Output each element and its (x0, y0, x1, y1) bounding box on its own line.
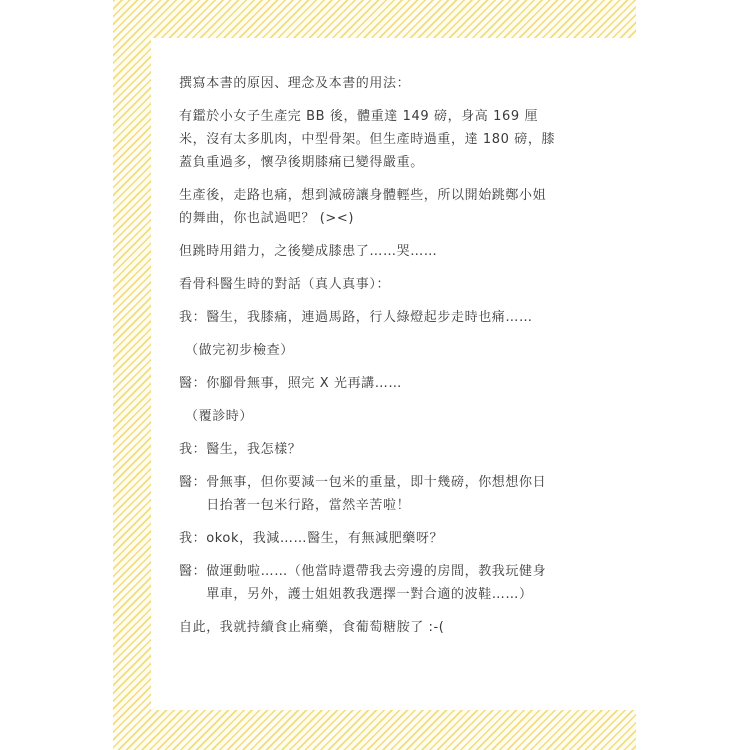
dialogue-text: 做運動啦……（他當時還帶我去旁邊的房間，教我玩健身單車，另外，護士姐姐教我選擇一對合適的波鞋……） (206, 564, 547, 602)
dialogue-text: okok，我減……醫生，有無減肥藥呀？ (206, 531, 444, 546)
speaker-doctor: 醫： (179, 475, 207, 490)
dialogue-text: 你腳骨無事，照完 X 光再講…… (206, 376, 402, 391)
dialogue-line-4 (179, 471, 559, 517)
speaker-me: 我： (179, 442, 207, 457)
stage-direction: （覆診時） (185, 409, 254, 424)
page-content (151, 38, 636, 710)
dialogue-line-2 (179, 372, 559, 395)
paragraph-after-birth: 生產後，走路也痛，想到減磅讓身體輕些，所以開始跳鄭小姐的舞曲，你也試過吧？ (><) (179, 188, 547, 226)
closing-paragraph: 自此，我就持續食止痛藥，食葡萄糖胺了 :-( (179, 620, 445, 635)
text-body (179, 72, 559, 649)
dialogue-line-3 (179, 438, 559, 461)
dialogue-line-5 (179, 527, 559, 550)
paragraph-injury: 但跳時用錯力，之後變成膝患了……哭…… (179, 244, 438, 259)
dialogue-line-1 (179, 306, 559, 329)
dialogue-text: 醫生，我膝痛，連過馬路，行人綠燈起步走時也痛…… (206, 310, 533, 325)
speaker-me: 我： (179, 310, 207, 325)
speaker-doctor: 醫： (179, 376, 207, 391)
dialogue-line-6 (179, 560, 559, 606)
dialogue-text: 醫生，我怎樣？ (206, 442, 302, 457)
paragraph-doctor-intro: 看骨科醫生時的對話（真人真事）： (179, 277, 391, 292)
speaker-me: 我： (179, 531, 207, 546)
paragraph-weight: 有鑑於小女子生產完 BB 後，體重達 149 磅，身高 169 厘米，沒有太多肌肉，中型骨架。但生產時過重，達 180 磅，膝蓋負重過多，懷孕後期膝痛已變得嚴重。 (179, 109, 556, 170)
stage-direction: （做完初步檢查） (185, 343, 294, 358)
dialogue-text: 骨無事，但你要減一包米的重量，即十幾磅，你想想你日日抬著一包米行路，當然辛苦啦！ (206, 475, 547, 513)
section-heading: 撰寫本書的原因、理念及本書的用法： (179, 76, 411, 91)
speaker-doctor: 醫： (179, 564, 207, 579)
